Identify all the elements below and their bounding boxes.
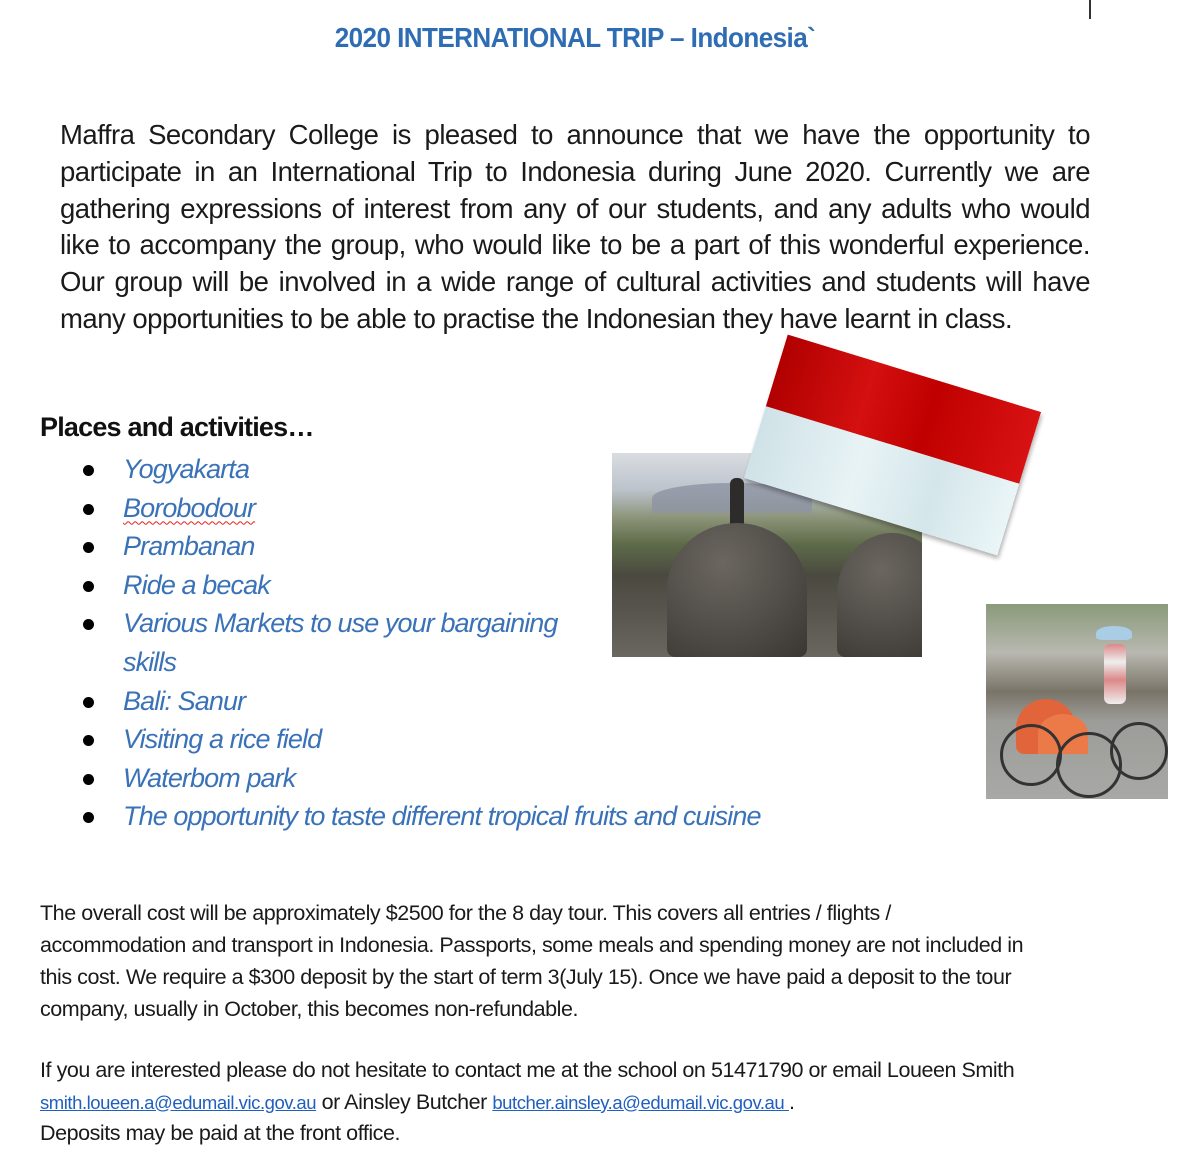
stupa-spire [730, 478, 744, 528]
bullet-icon [83, 465, 94, 476]
stupa-shape [667, 523, 807, 657]
email-link-loueen[interactable]: smith.loueen.a@edumail.vic.gov.au [40, 1091, 317, 1113]
list-item [80, 489, 600, 528]
list-item: Prambanan [80, 527, 600, 566]
contact-paragraph: If you are interested please do not hesitate to contact me at the school on 51471790 or email Loueen Smith smith.loueen.a@edumail.vic.gov.au or Ainsley Butcher butcher.ainsley.a@edumail.vic.gov.au . Deposits may be paid at the front office. [40, 1058, 1015, 1145]
misspelled-word[interactable]: Borobodour [123, 492, 256, 523]
email-link-ainsley[interactable]: butcher.ainsley.a@edumail.vic.gov.au [492, 1091, 789, 1113]
list-item: Visiting a rice field [80, 720, 600, 759]
page-title: 2020 INTERNATIONAL TRIP – Indonesia` [334, 22, 816, 53]
bullet-icon [83, 542, 94, 553]
text-cursor [1089, 0, 1091, 19]
list-item: Bali: Sanur [80, 682, 600, 721]
cost-paragraph: The overall cost will be approximately $2500 for the 8 day tour. This covers all entries / flights / accommodation and transport in Indonesia. Passports, some meals and spending money are not included in this cost. We require a $300 deposit by the start of term 3(July 15). Once we have paid a deposit to the tour company, usually in October, this becomes non-refundable. [40, 901, 1024, 1021]
places-list [80, 450, 761, 836]
becak-image[interactable] [986, 604, 1168, 799]
list-item: Yogyakarta [80, 450, 600, 489]
rider-figure [1104, 644, 1126, 704]
list-item: Various Markets to use your bargaining skills [80, 604, 600, 681]
list-item: Ride a becak [80, 566, 600, 605]
stupa-shape [837, 533, 922, 657]
rider-hat [1096, 626, 1132, 640]
bullet-icon [83, 812, 94, 823]
intro-paragraph: Maffra Secondary College is pleased to announce that we have the opportunity to participate in an International Trip to Indonesia during June 2020. Currently we are gathering expressions of interest from any of our students, and any adults who would like to accompany the group, who would like to be a part of this wonderful experience. Our group will be involved in a wide range of cultural activities and students will have many opportunities to be able to practise the Indonesian they have learnt in class. [60, 119, 1090, 334]
list-item: The opportunity to taste different tropical fruits and cuisine [80, 797, 883, 836]
bullet-icon [83, 504, 94, 515]
bullet-icon [83, 619, 94, 630]
list-item: Waterbom park [80, 759, 600, 798]
places-heading: Places and activities… [40, 412, 314, 442]
deposits-note: Deposits may be paid at the front office. [40, 1121, 401, 1145]
bullet-icon [83, 581, 94, 592]
wheel-shape [1000, 724, 1062, 786]
bullet-icon [83, 735, 94, 746]
wheel-shape [1110, 722, 1168, 780]
bullet-icon [83, 774, 94, 785]
bullet-icon [83, 697, 94, 708]
